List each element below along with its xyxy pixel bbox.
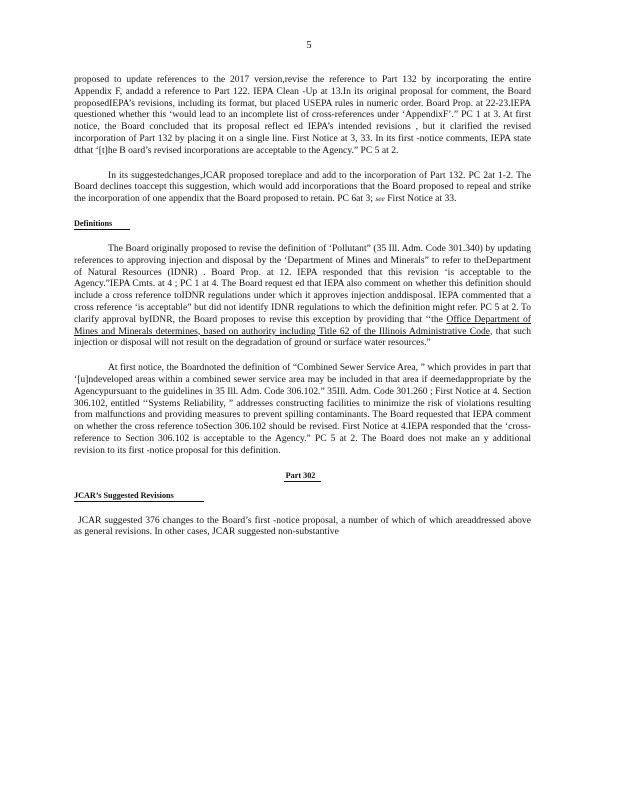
paragraph-jcar-incorporation <box>74 170 531 205</box>
paragraph-text: In its suggestedchanges,JCAR proposed toreplace and add to the incorporation of Part 132. PC 2at 1-2. The Board declines toaccept this suggestion, which would add incorporations that the Board proposed to repeal and strike the incorporation of one appendix that the Board proposed to retain. PC 6at 3; <box>74 169 531 205</box>
heading-text: Part 302 <box>284 470 322 482</box>
see-signal: see <box>375 194 385 204</box>
paragraph-text: First Notice at 33. <box>387 193 457 205</box>
underlined-insertion: Office Department of Mines and Minerals determines, based on authority including Title 62 of the Illinois Administrative Code, <box>74 313 532 337</box>
page-number: 5 <box>306 40 312 51</box>
document-body <box>74 74 531 538</box>
section-heading-definitions <box>74 218 531 230</box>
section-heading-part-302 <box>74 470 531 482</box>
subsection-heading-jcar <box>74 490 531 502</box>
heading-text: Definitions <box>74 218 130 230</box>
heading-text: JCAR’s Suggested Revisions <box>74 490 204 502</box>
paragraph-text: The Board originally proposed to revise the definition of ‘Pollutant” (35 Ill. Adm. Code 301.340) by updating references to approving injection and disposal by the ‘Department of Mines and Minerals” to refer to theDepartment of Natural Resources (IDNR) . Board Prop. at 12. IEPA responded that this revision ‘is acceptable to the Agency.”IEPA Cmts. at 4 ; PC 1 at 4. The Board request ed that IEPA also comment on whether this definition should include a cross reference toIDNR regulations under which it approves injection anddisposal. IEPA commented that a cross reference ‘is acceptable” but did not identify IDNR regulations to which the definition might refer. PC 5 at 2. To clarify approval byIDNR, the Board proposes to revise this exception by providing that ‘‘the <box>74 242 531 325</box>
paragraph-combined-sewer: At first notice, the Boardnoted the definition of “Combined Sewer Service Area, ” which provides in part that ‘[u]ndeveloped areas within a combined sewer service area may be included in that area if deemedappropriate by the Agencypursuant to the guidelines in 35 Ill. Adm. Code 306.102.” 35Ill. Adm. Code 301.260 ; First Notice at 4. Section 306.102, entitled ‘‘Systems Reliability, ” addresses constructing facilities to minimize the risk of violations resulting from malfunctions and providing measures to prevent spilling contaminants. The Board requested that IEPA comment on whether the cross reference toSection 306.102 should be revised. First Notice at 4.IEPA responded that the ‘cross-reference to Section 306.102 is acceptable to the Agency.” PC 5 at 2. The Board does not make an y additional revision to its first -notice proposal for this definition. <box>74 362 531 456</box>
paragraph-text: that such injection or disposal will not result on the degradation of ground or surface water resources.” <box>74 325 531 349</box>
paragraph-appendix-f: proposed to update references to the 2017 version,revise the reference to Part 132 by incorporating the entire Appendix F, andadd a reference to Part 122. IEPA Clean -Up at 13.In its original proposal for comment, the Board proposedIEPA’s revisions, including its format, but placed USEPA rules in numeric order. Board Prop. at 22-23.IEPA questioned whether this ‘would lead to an incomplete list of cross-references under ‘AppendixF’.” PC 1 at 3. At first notice, the Board concluded that its proposal reflect ed IEPA’s intended revisions , but it clarified the revised incorporation of Part 132 by placing it on a single line. First Notice at 3, 33. In its first -notice comments, IEPA state dthat ‘[t]he B oard’s revised incorporations are acceptable to the Agency.” PC 5 at 2. <box>74 74 531 156</box>
paragraph-pollutant <box>74 243 531 349</box>
paragraph-jcar-suggestions: JCAR suggested 376 changes to the Board’s first -notice proposal, a number of which of which areaddressed above as general revisions. In other cases, JCAR suggested non-substantive <box>74 514 531 538</box>
